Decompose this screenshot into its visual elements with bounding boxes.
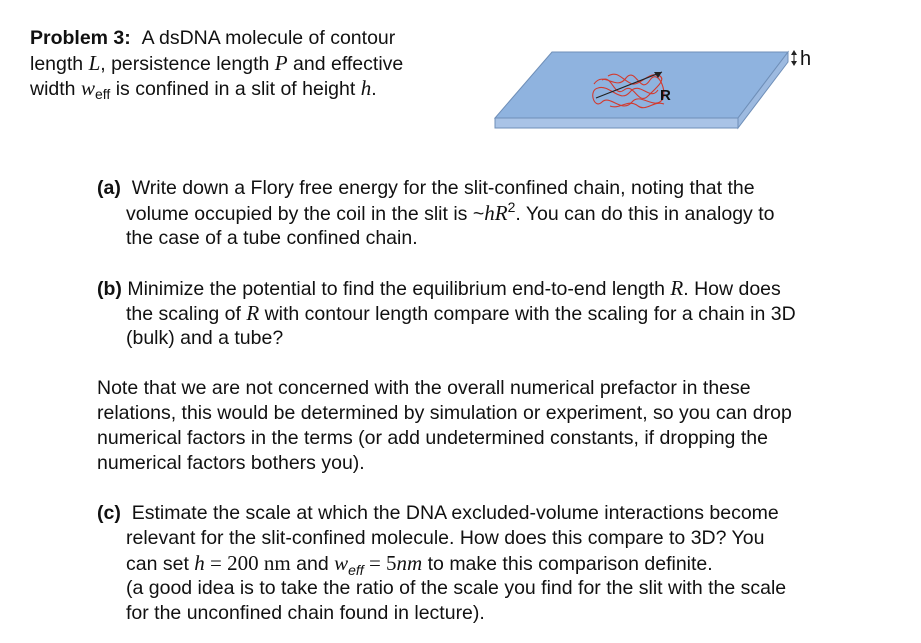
part-a-line-3: the case of a tube confined chain. [126, 227, 418, 249]
slit-figure [490, 40, 820, 132]
note-line-2: relations, this would be determined by simulation or experiment, so you can drop [97, 402, 792, 424]
part-c-line-3: can set h = 200 nm and $w_{eff} = 5nm$ to make this comparison definite. [126, 551, 713, 578]
slit-front-face [495, 118, 738, 128]
part-b-line-1: (b) Minimize the potential to find the equilibrium end-to-end length R. How does [97, 276, 781, 300]
part-a-label: (a) [97, 177, 121, 199]
part-c-line-2: relevant for the slit-confined molecule. How does this compare to 3D? You [126, 527, 765, 549]
height-arrow-bottom [791, 61, 797, 66]
part-c-line-5: for the unconfined chain found in lecture). [126, 602, 485, 624]
r-label: R [660, 87, 671, 104]
note-line-3: numerical factors in the terms (or add undetermined constants, if dropping the [97, 427, 768, 449]
part-c-line-1: (c) Estimate the scale at which the DNA excluded-volume interactions become [97, 502, 779, 524]
problem-label: Problem 3: [30, 27, 131, 49]
problem-line-2: length L, persistence length P and effective [30, 51, 404, 75]
problem-line-1: Problem 3: A dsDNA molecule of contour [30, 27, 396, 49]
note-line-4: numerical factors bothers you). [97, 452, 365, 474]
part-b-line-3: (bulk) and a tube? [126, 327, 284, 349]
part-b-label: (b) [97, 278, 122, 300]
part-a-line-1: (a) Write down a Flory free energy for the slit-confined chain, noting that the [97, 177, 755, 199]
height-label: h [800, 48, 812, 70]
part-a-line-2: volume occupied by the coil in the slit is $\sim hR^2$. You can do this in analogy to [126, 199, 775, 225]
part-c-line-4: (a good idea is to take the ratio of the scale you find for the slit with the scale [126, 577, 787, 599]
part-b-line-2: the scaling of R with contour length compare with the scaling for a chain in 3D [126, 301, 796, 325]
problem-line-3: width $w_{eff}$ is confined in a slit of height h. [30, 76, 377, 102]
height-arrow-top [791, 50, 797, 55]
part-c-label: (c) [97, 502, 121, 524]
note-line-1: Note that we are not concerned with the overall numerical prefactor in these [97, 377, 751, 399]
